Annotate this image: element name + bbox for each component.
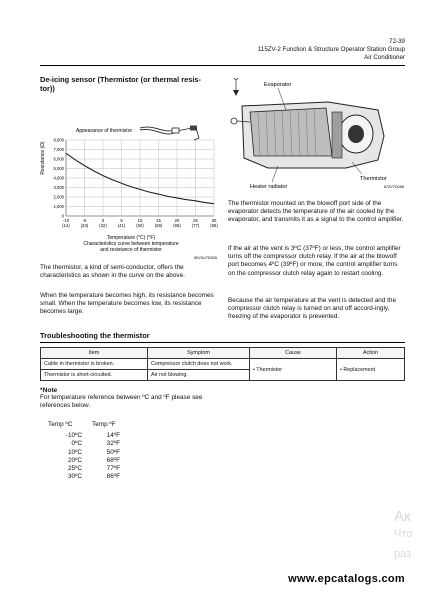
appearance-label: Appearance of thermistor — [76, 128, 133, 134]
temp-rows — [48, 432, 158, 481]
temp-c-value: 0ºC — [71, 440, 82, 448]
x-tick-label-f: (41) — [117, 223, 126, 228]
temp-row — [48, 457, 158, 465]
temp-row — [48, 440, 158, 448]
thermistor-sketch-icon — [140, 126, 199, 141]
temp-f-value: 32ºF — [106, 440, 120, 448]
x-tick-label-c: 10 — [137, 218, 143, 223]
thermistor-resistance-chart — [36, 118, 222, 270]
section-title-line2: tor)) — [40, 84, 55, 93]
chart-figure-id: 80V2U7D005 — [194, 256, 217, 260]
x-tick-label-f: (50) — [136, 223, 144, 228]
x-tick-label-f: (86) — [210, 223, 218, 228]
temp-row — [48, 449, 158, 457]
temp-c-value: 10ºC — [67, 448, 82, 456]
x-tick-label-f: (14) — [62, 223, 70, 228]
chart-x-label: Temperature (°C) (°F) — [106, 235, 156, 241]
temp-row — [48, 473, 158, 481]
chart-x-ticks — [62, 218, 218, 228]
temp-row — [48, 465, 158, 473]
y-tick-label: 8,000 — [53, 137, 64, 143]
troubleshooting-table — [40, 347, 405, 381]
label-heater-radiator: Heater radiator — [250, 184, 288, 190]
x-tick-label-f: (59) — [154, 223, 163, 228]
y-tick-label: 1,000 — [53, 204, 64, 210]
right-para-3: Because the air temperature at the vent is detected and the compressor clutch relay is turned on and off accord-ingly, freezing of the evaporator is prevented. — [228, 297, 397, 321]
x-tick-label-c: 0 — [101, 218, 105, 223]
table-cell-symptom: Air not blowing. — [148, 370, 250, 381]
table-cell-item: Cable in thermistor is broken. — [41, 359, 148, 370]
x-tick-label-f: (32) — [99, 223, 107, 228]
right-para-1: The thermistor mounted on the blowoff port side of the evaporator detects the temperature of the air cooled by the evaporator, and transmits it as a signal to the control amplifier. — [228, 200, 404, 224]
figure-id: 87ZV7D056 — [383, 185, 404, 189]
temp-f-value: 77ºF — [106, 465, 120, 473]
page-number: 72-39 — [389, 38, 405, 45]
x-tick-label-c: 25 — [193, 218, 198, 223]
x-tick-label-c: 5 — [120, 218, 123, 223]
left-para-2: When the temperature becomes high, its resistance becomes small. When the temperature becomes low, its resistance becomes large. — [40, 292, 214, 316]
watermark-line-3: раз — [394, 548, 412, 560]
temperature-reference — [48, 421, 158, 481]
x-tick-label-c: 20 — [174, 218, 180, 223]
y-tick-label: 7,000 — [53, 147, 64, 153]
temp-c-value: 20ºC — [67, 456, 82, 464]
temp-c-header: Temp ºC — [48, 421, 73, 428]
temp-row — [48, 432, 158, 440]
chart-y-ticks — [54, 138, 65, 219]
right-para-2: If the air at the vent is 3ºC (37ºF) or less, the control amplifier turns off the compressor clutch relay. If the air at the blowoff port becomes 4ºC (39ºF) or more, the control amplifier turns on the compressor clutch relay again to restart cooling. — [228, 245, 401, 277]
troubleshooting-rule — [40, 342, 405, 343]
y-tick-label: 3,000 — [53, 185, 64, 191]
chart-caption-2: and resistance of thermistor — [100, 247, 162, 253]
temp-c-value: 25ºC — [67, 465, 82, 473]
note-text: For temperature reference between ºC and ºF please see references below. — [40, 394, 203, 410]
x-tick-label-c: -10 — [62, 218, 70, 223]
header-rule — [40, 65, 405, 66]
label-evaporator: Evaporator — [264, 82, 292, 88]
table-header-row — [41, 348, 405, 359]
temp-f-value: 14ºF — [106, 432, 120, 440]
section-title — [40, 75, 215, 93]
temp-header-row — [48, 421, 158, 429]
header-title: 115ZV-2 Function & Structure Operator Station Group — [257, 46, 405, 53]
page-header — [258, 38, 405, 62]
watermark-line-2: Что — [394, 528, 413, 540]
left-para-1: The thermistor, a kind of semi-conductor, offers the characteristics as shown in the curve on the above. — [40, 264, 185, 280]
x-tick-label-f: (77) — [191, 223, 200, 228]
chart-caption-1: Characteristics curve between temperature — [83, 241, 179, 247]
y-tick-label: 2,000 — [53, 194, 64, 200]
table-cell-action: • Replacement — [337, 359, 405, 381]
x-tick-label-c: 30 — [211, 218, 217, 223]
y-tick-label: 0 — [61, 213, 64, 219]
table-header-cell: Cause — [250, 348, 337, 359]
section-title-line1: De-icing sensor (Thermistor (or thermal resis- — [40, 75, 201, 84]
table-header-cell: Action — [337, 348, 405, 359]
troubleshooting-title: Troubleshooting the thermistor — [40, 331, 150, 340]
y-tick-label: 4,000 — [53, 175, 64, 181]
x-tick-label-f: (23) — [80, 223, 89, 228]
temp-f-header: Temp ºF — [92, 421, 116, 428]
label-thermistor: Thermistor — [360, 176, 387, 182]
y-tick-label: 5,000 — [53, 166, 64, 172]
chart-y-label: Resistance (Ω) — [40, 141, 46, 175]
table-header-cell: Item — [41, 348, 148, 359]
table-header-cell: Symptom — [148, 348, 250, 359]
note-title: *Note — [40, 387, 58, 394]
y-tick-label: 6,000 — [53, 156, 64, 162]
temp-f-value: 50ºF — [106, 448, 120, 456]
header-subtitle: Air Conditioner — [364, 54, 405, 61]
chart-grid — [66, 140, 214, 216]
temp-c-value: 30ºC — [67, 473, 82, 481]
footer-site-link[interactable]: www.epcatalogs.com — [288, 573, 405, 585]
watermark-line-1: Ак — [394, 508, 411, 525]
temp-f-value: 86ºF — [106, 473, 120, 481]
temp-c-value: -10ºC — [65, 432, 82, 440]
table-cell-symptom: Compressor clutch does not work. — [148, 359, 250, 370]
table-cell-item: Thermistor is short-circuited. — [41, 370, 148, 381]
evaporator-figure — [228, 76, 408, 194]
x-tick-label-c: 15 — [156, 218, 161, 223]
x-tick-label-f: (68) — [173, 223, 181, 228]
temp-f-value: 68ºF — [106, 456, 120, 464]
table-cell-cause: • Thermistor — [250, 359, 337, 381]
table-row — [41, 359, 405, 370]
x-tick-label-c: -5 — [82, 218, 87, 223]
